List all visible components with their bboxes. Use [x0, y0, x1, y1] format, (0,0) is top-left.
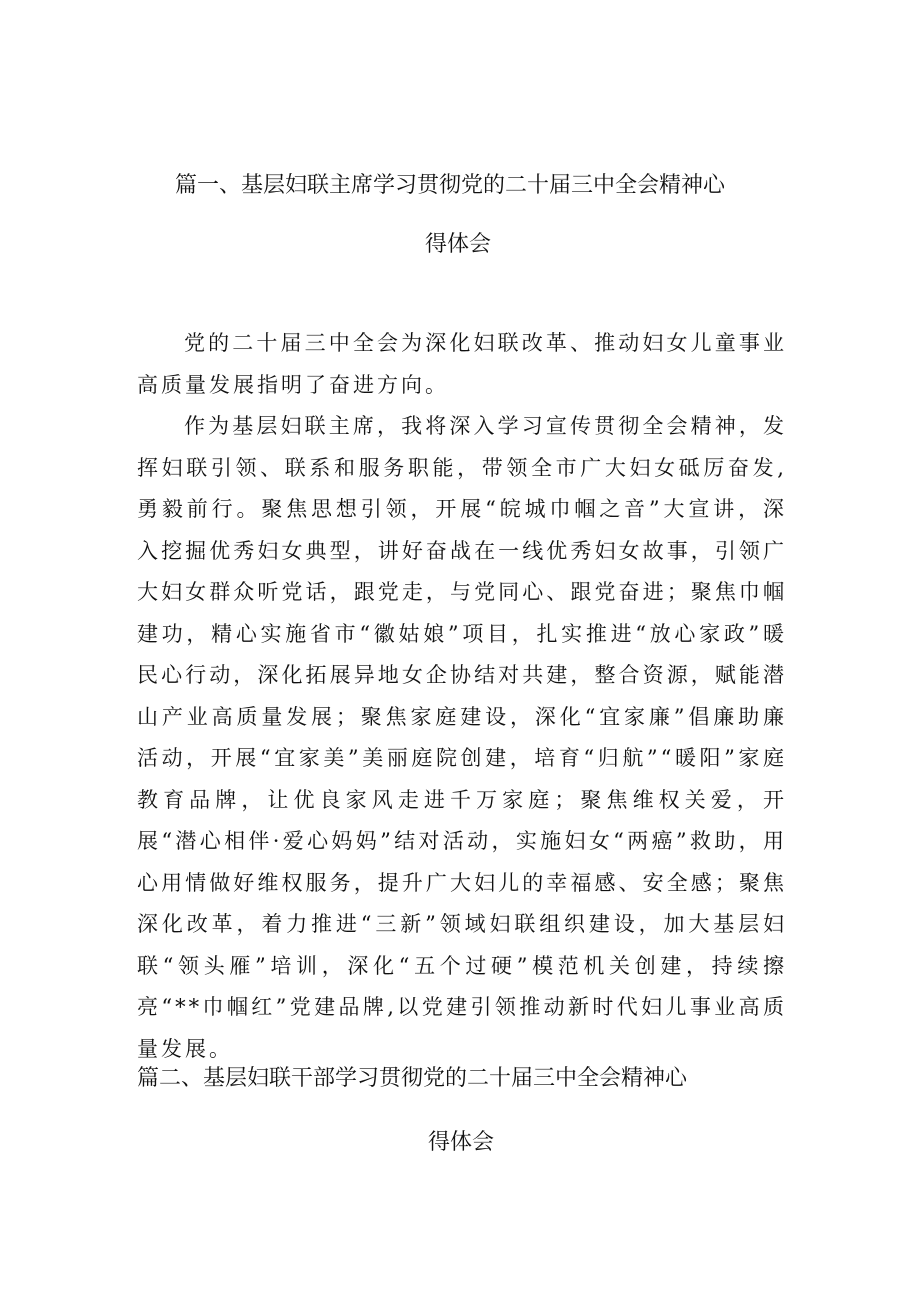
section1-paragraph-2: 作为基层妇联主席，我将深入学习宣传贯彻全会精神，发挥妇联引领、联系和服务职能，带领全市广大妇女砥厉奋发,勇毅前行。聚焦思想引领，开展“皖城巾帼之音”大宣讲，深入挖掘优秀妇女典型，讲好奋战在一线优秀妇女故事，引领广大妇女群众听党话，跟党走，与党同心、跟党奋进；聚焦巾帼建功，精心实施省市“徽姑娘”项目，扎实推进“放心家政”暖民心行动，深化拓展异地女企协结对共建，整合资源，赋能潜山产业高质量发展；聚焦家庭建设，深化“宜家廉”倡廉助廉活动，开展“宜家美”美丽庭院创建，培育“归航”“暖阳”家庭教育品牌，让优良家风走进千万家庭；聚焦维权关爱，开展“潜心相伴·爱心妈妈”结对活动，实施妇女“两癌”救助，用心用情做好维权服务，提升广大妇儿的幸福感、安全感；聚焦深化改革，着力推进“三新”领域妇联组织建设，加大基层妇联“领头雁”培训，深化“五个过硬”模范机关创建，持续擦亮“**巾帼红”党建品牌,以党建引领推动新时代妇儿事业高质量发展。: [137, 414, 787, 1061]
section1-title-line2: 得体会: [425, 232, 492, 257]
section1-paragraph-1: 党的二十届三中全会为深化妇联改革、推动妇女儿童事业高质量发展指明了奋进方向。: [137, 331, 787, 397]
section2-title-line2: 得体会: [428, 1130, 495, 1155]
section1-title-line1: 篇一、基层妇联主席学习贯彻党的二十届三中全会精神心: [175, 173, 726, 198]
section2-title-line1: 篇二、基层妇联干部学习贯彻党的二十届三中全会精神心: [137, 1066, 688, 1091]
